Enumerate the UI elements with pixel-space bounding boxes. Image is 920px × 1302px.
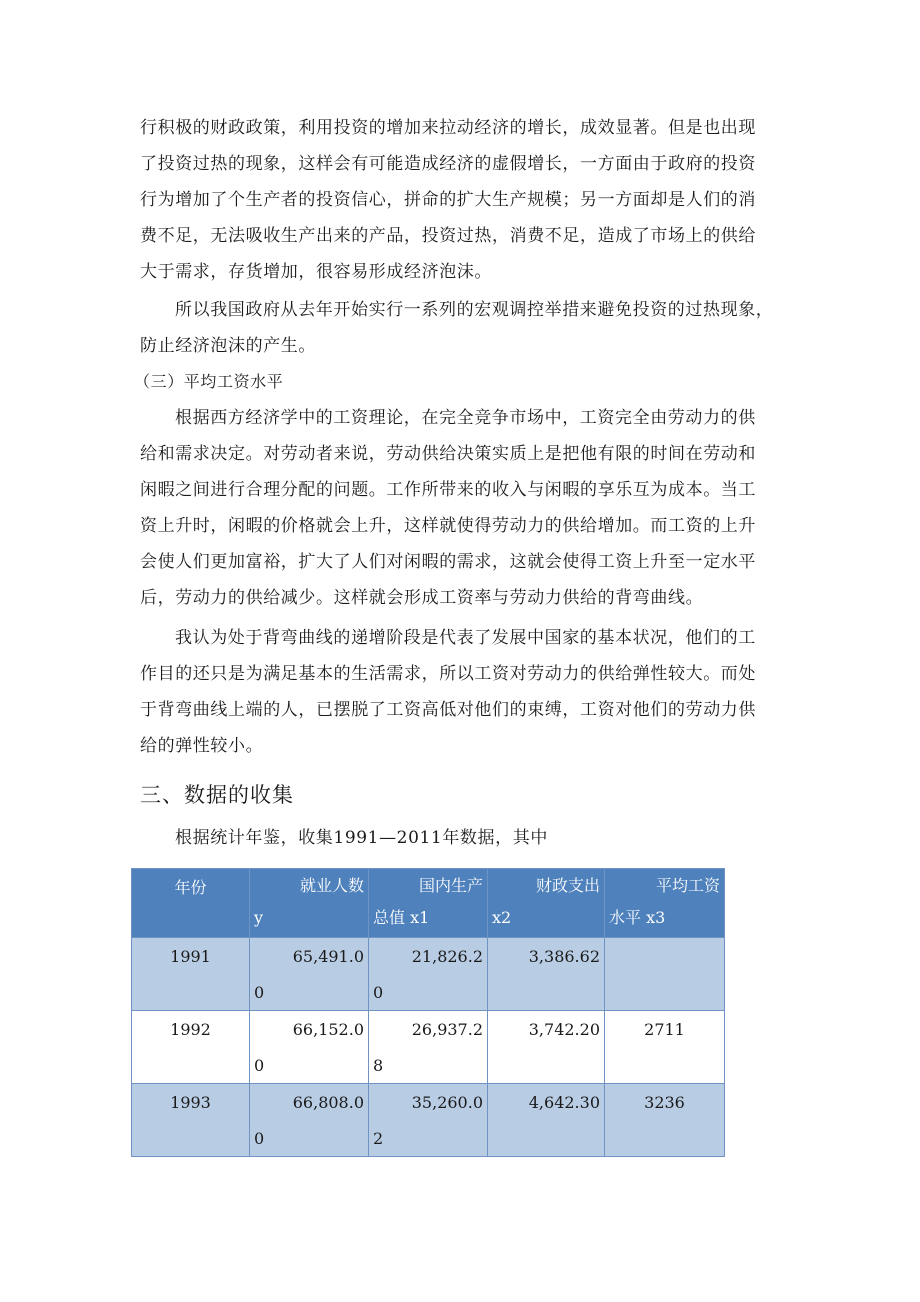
header-wage: 平均工资 水平 x3 (605, 869, 725, 938)
cell-fiscal: 4,642.30 (488, 1084, 605, 1157)
cell-year: 1991 (132, 938, 250, 1011)
cell-fiscal: 3,386.62 (488, 938, 605, 1011)
paragraph-line: 作目的还只是为满足基本的生活需求，所以工资对劳动力的供给弹性较大。而处 (140, 664, 756, 684)
cell-fiscal: 3,742.20 (488, 1011, 605, 1084)
paragraph-line: 我认为处于背弯曲线的递增阶段是代表了发展中国家的基本状况，他们的工 (175, 628, 756, 648)
cell-employment: 66,808.0 0 (250, 1084, 369, 1157)
cell-gdp: 26,937.2 8 (369, 1011, 488, 1084)
cell-wage: 3236 (605, 1084, 725, 1157)
paragraph-line: 于背弯曲线上端的人，已摆脱了工资高低对他们的束缚，工资对他们的劳动力供 (140, 700, 756, 720)
table-row (132, 1011, 725, 1084)
paragraph-line: 大于需求，存货增加，很容易形成经济泡沫。 (140, 262, 492, 282)
cell-employment: 66,152.0 0 (250, 1011, 369, 1084)
paragraph-line: 后，劳动力的供给减少。这样就会形成工资率与劳动力供给的背弯曲线。 (140, 588, 704, 608)
paragraph-line: 会使人们更加富裕，扩大了人们对闲暇的需求，这就会使得工资上升至一定水平 (140, 552, 756, 572)
paragraph-line: 根据西方经济学中的工资理论，在完全竞争市场中，工资完全由劳动力的供 (175, 408, 756, 428)
cell-wage: 2711 (605, 1011, 725, 1084)
paragraph-line: 闲暇之间进行合理分配的问题。工作所带来的收入与闲暇的享乐互为成本。当工 (140, 480, 756, 500)
paragraph-line: 费不足，无法吸收生产出来的产品，投资过热，消费不足，造成了市场上的供给 (140, 226, 756, 246)
paragraph-line: 行积极的财政政策，利用投资的增加来拉动经济的增长，成效显著。但是也出现 (140, 118, 756, 138)
table-intro: 根据统计年鉴，收集1991—2011年数据，其中 (175, 828, 548, 848)
paragraph-line: 给的弹性较小。 (140, 736, 264, 756)
paragraph-line: 给和需求决定。对劳动者来说，劳动供给决策实质上是把他有限的时间在劳动和 (140, 444, 756, 464)
table-row (132, 1084, 725, 1157)
cell-employment: 65,491.0 0 (250, 938, 369, 1011)
header-year: 年份 (132, 869, 250, 938)
paragraph-line: 资上升时，闲暇的价格就会上升，这样就使得劳动力的供给增加。而工资的上升 (140, 516, 756, 536)
table-header-row (132, 869, 725, 938)
header-gdp: 国内生产 总值 x1 (369, 869, 488, 938)
paragraph-line: 了投资过热的现象，这样会有可能造成经济的虚假增长，一方面由于政府的投资 (140, 154, 756, 174)
header-employment: 就业人数 y (250, 869, 369, 938)
paragraph-line: 行为增加了个生产者的投资信心，拼命的扩大生产规模；另一方面却是人们的消 (140, 190, 756, 210)
cell-year: 1993 (132, 1084, 250, 1157)
data-table (131, 868, 725, 1157)
section-heading: 三、数据的收集 (140, 783, 294, 807)
cell-wage (605, 938, 725, 1011)
table-row (132, 938, 725, 1011)
cell-gdp: 35,260.0 2 (369, 1084, 488, 1157)
cell-year: 1992 (132, 1011, 250, 1084)
cell-gdp: 21,826.2 0 (369, 938, 488, 1011)
subsection-heading: （三）平均工资水平 (134, 372, 284, 391)
header-fiscal: 财政支出 x2 (488, 869, 605, 938)
paragraph-line: 防止经济泡沫的产生。 (140, 336, 316, 356)
paragraph-line: 所以我国政府从去年开始实行一系列的宏观调控举措来避免投资的过热现象， (175, 300, 774, 320)
